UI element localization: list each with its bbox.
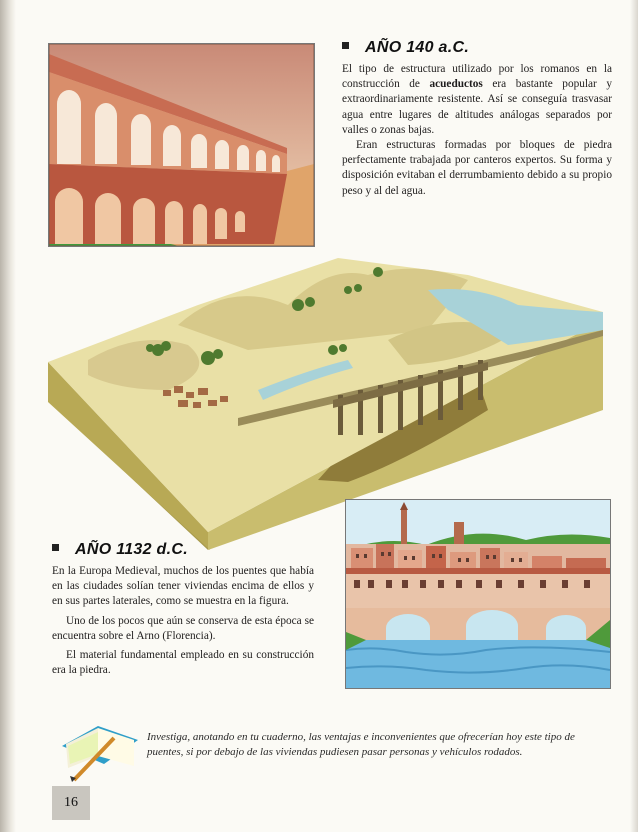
section-140-paragraph-1: El tipo de estructura utilizado por los romanos en la construcción de acueductos era bastante popular y extraordinariamente resistente. Así se conseguía trasvasar agua entre lugares de altitudes análogas separados por valles o zonas bajas. <box>342 63 612 136</box>
aqueduct-illustration <box>48 43 315 247</box>
section-1132-paragraph-1: En la Europa Medieval, muchos de los puentes que había en las ciudades solían tener viviendas encima de ellos y en sus partes laterales, como se muestra en la figura. <box>52 565 314 608</box>
ponte-vecchio-illustration <box>345 499 611 689</box>
bullet-icon <box>52 544 59 551</box>
bullet-icon <box>342 42 349 49</box>
section-140-text <box>342 62 612 199</box>
section-1132-text <box>52 564 314 678</box>
book-pencil-icon <box>58 716 142 782</box>
activity-instruction: Investiga, anotando en tu cuaderno, las ventajas e inconvenientes que ofrecerían hoy este tipo de puentes, si por debajo de las viviendas pudiesen pasar personas y vehículos rodados. <box>147 731 575 758</box>
section-heading-1132: AÑO 1132 d.C. <box>52 541 188 559</box>
section-1132-paragraph-2: Uno de los pocos que aún se conserva de esta época se encuentra sobre el Arno (Florencia). <box>52 614 314 642</box>
page-edge-shadow <box>630 0 638 832</box>
section-heading-140: AÑO 140 a.C. <box>342 39 469 57</box>
section-140-paragraph-2: Eran estructuras formadas por bloques de piedra perfectamente trabajada por canteros expertos. Su forma y disposición evitaban el derrumbamiento debido a su propio peso y al del agua. <box>342 139 612 197</box>
section-1132-paragraph-3: El material fundamental empleado en su construcción era la piedra. <box>52 649 314 677</box>
page-binding-shadow <box>0 0 16 832</box>
page-number: 16 <box>52 786 90 820</box>
